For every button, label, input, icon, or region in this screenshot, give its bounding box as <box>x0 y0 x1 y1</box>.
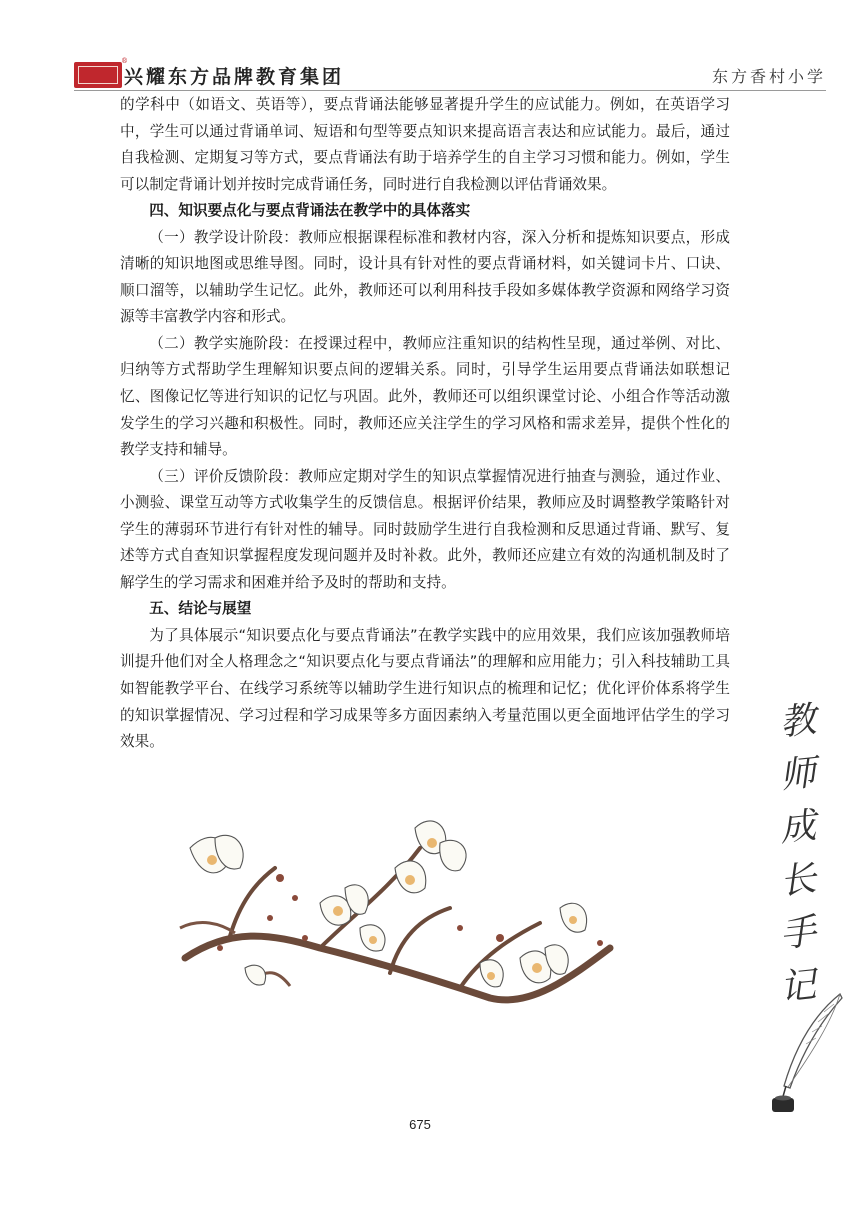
school-name: 东方香村小学 <box>711 67 826 86</box>
paragraph: 为了具体展示“知识要点化与要点背诵法”在教学实践中的应用效果，我们应该加强教师培训提升他们对全人格理念之“知识要点化与要点背诵法”的理解和应用能力；引入科技辅助工具如智能教学平台、在线学习系统等以辅助学生进行知识点的梳理和记忆；优化评价体系将学生的知识掌握情况、学习过程和学习成果等多方面因素纳入考量范围以更全面地评估学生的学习效果。 <box>120 626 730 751</box>
calligraphy-char: 长 <box>777 858 819 903</box>
magnolia-branch-illustration <box>160 808 640 1058</box>
side-calligraphy <box>762 695 834 1013</box>
body-text <box>120 92 730 756</box>
calligraphy-char: 手 <box>777 911 819 956</box>
paragraph: 的学科中（如语文、英语等），要点背诵法能够显著提升学生的应试能力。例如，在英语学习中，学生可以通过背诵单词、短语和句型等要点知识来提高语言表达和应试能力。最后，通过自我检测、定期复习等方式，要点背诵法有助于培养学生的自主学习习惯和能力。例如，学生可以制定背诵计划并按时完成背诵任务，同时进行自我检测以评估背诵效果。 <box>120 96 730 193</box>
group-logo-icon: ® <box>74 62 122 88</box>
calligraphy-char: 成 <box>777 805 819 850</box>
calligraphy-char: 师 <box>777 752 819 797</box>
page-number: 675 <box>409 1117 431 1132</box>
calligraphy-char: 记 <box>777 964 819 1009</box>
header-divider <box>74 90 826 91</box>
quill-and-inkwell-icon <box>760 990 850 1120</box>
section-heading: 四、知识要点化与要点背诵法在教学中的具体落实 <box>149 202 471 220</box>
section-heading: 五、结论与展望 <box>149 600 252 618</box>
calligraphy-char: 教 <box>777 699 819 744</box>
paragraph: （一）教学设计阶段：教师应根据课程标准和教材内容，深入分析和提炼知识要点，形成清晰的知识地图或思维导图。同时，设计具有针对性的要点背诵材料，如关键词卡片、口诀、顺口溜等，以辅助学生记忆。此外，教师还可以利用科技手段如多媒体教学资源和网络学习资源等丰富教学内容和形式。 <box>120 228 730 326</box>
group-title: 兴耀东方品牌教育集团 <box>124 66 345 88</box>
paragraph: （二）教学实施阶段：在授课过程中，教师应注重知识的结构性呈现，通过举例、对比、归纳等方式帮助学生理解知识要点间的逻辑关系。同时，引导学生运用要点背诵法如联想记忆、图像记忆等进行知识的记忆与巩固。此外，教师还可以组织课堂讨论、小组合作等活动激发学生的学习兴趣和积极性。同时，教师还应关注学生的学习风格和需求差异，提供个性化的教学支持和辅导。 <box>120 334 730 459</box>
page-header <box>0 0 850 92</box>
paragraph: （三）评价反馈阶段：教师应定期对学生的知识点掌握情况进行抽查与测验，通过作业、小测验、课堂互动等方式收集学生的反馈信息。根据评价结果，教师应及时调整教学策略针对学生的薄弱环节进行有针对性的辅导。同时鼓励学生进行自我检测和反思通过背诵、默写、复述等方式自查知识掌握程度发现问题并及时补救。此外，教师还应建立有效的沟通机制及时了解学生的学习需求和困难并给予及时的帮助和支持。 <box>120 467 730 591</box>
